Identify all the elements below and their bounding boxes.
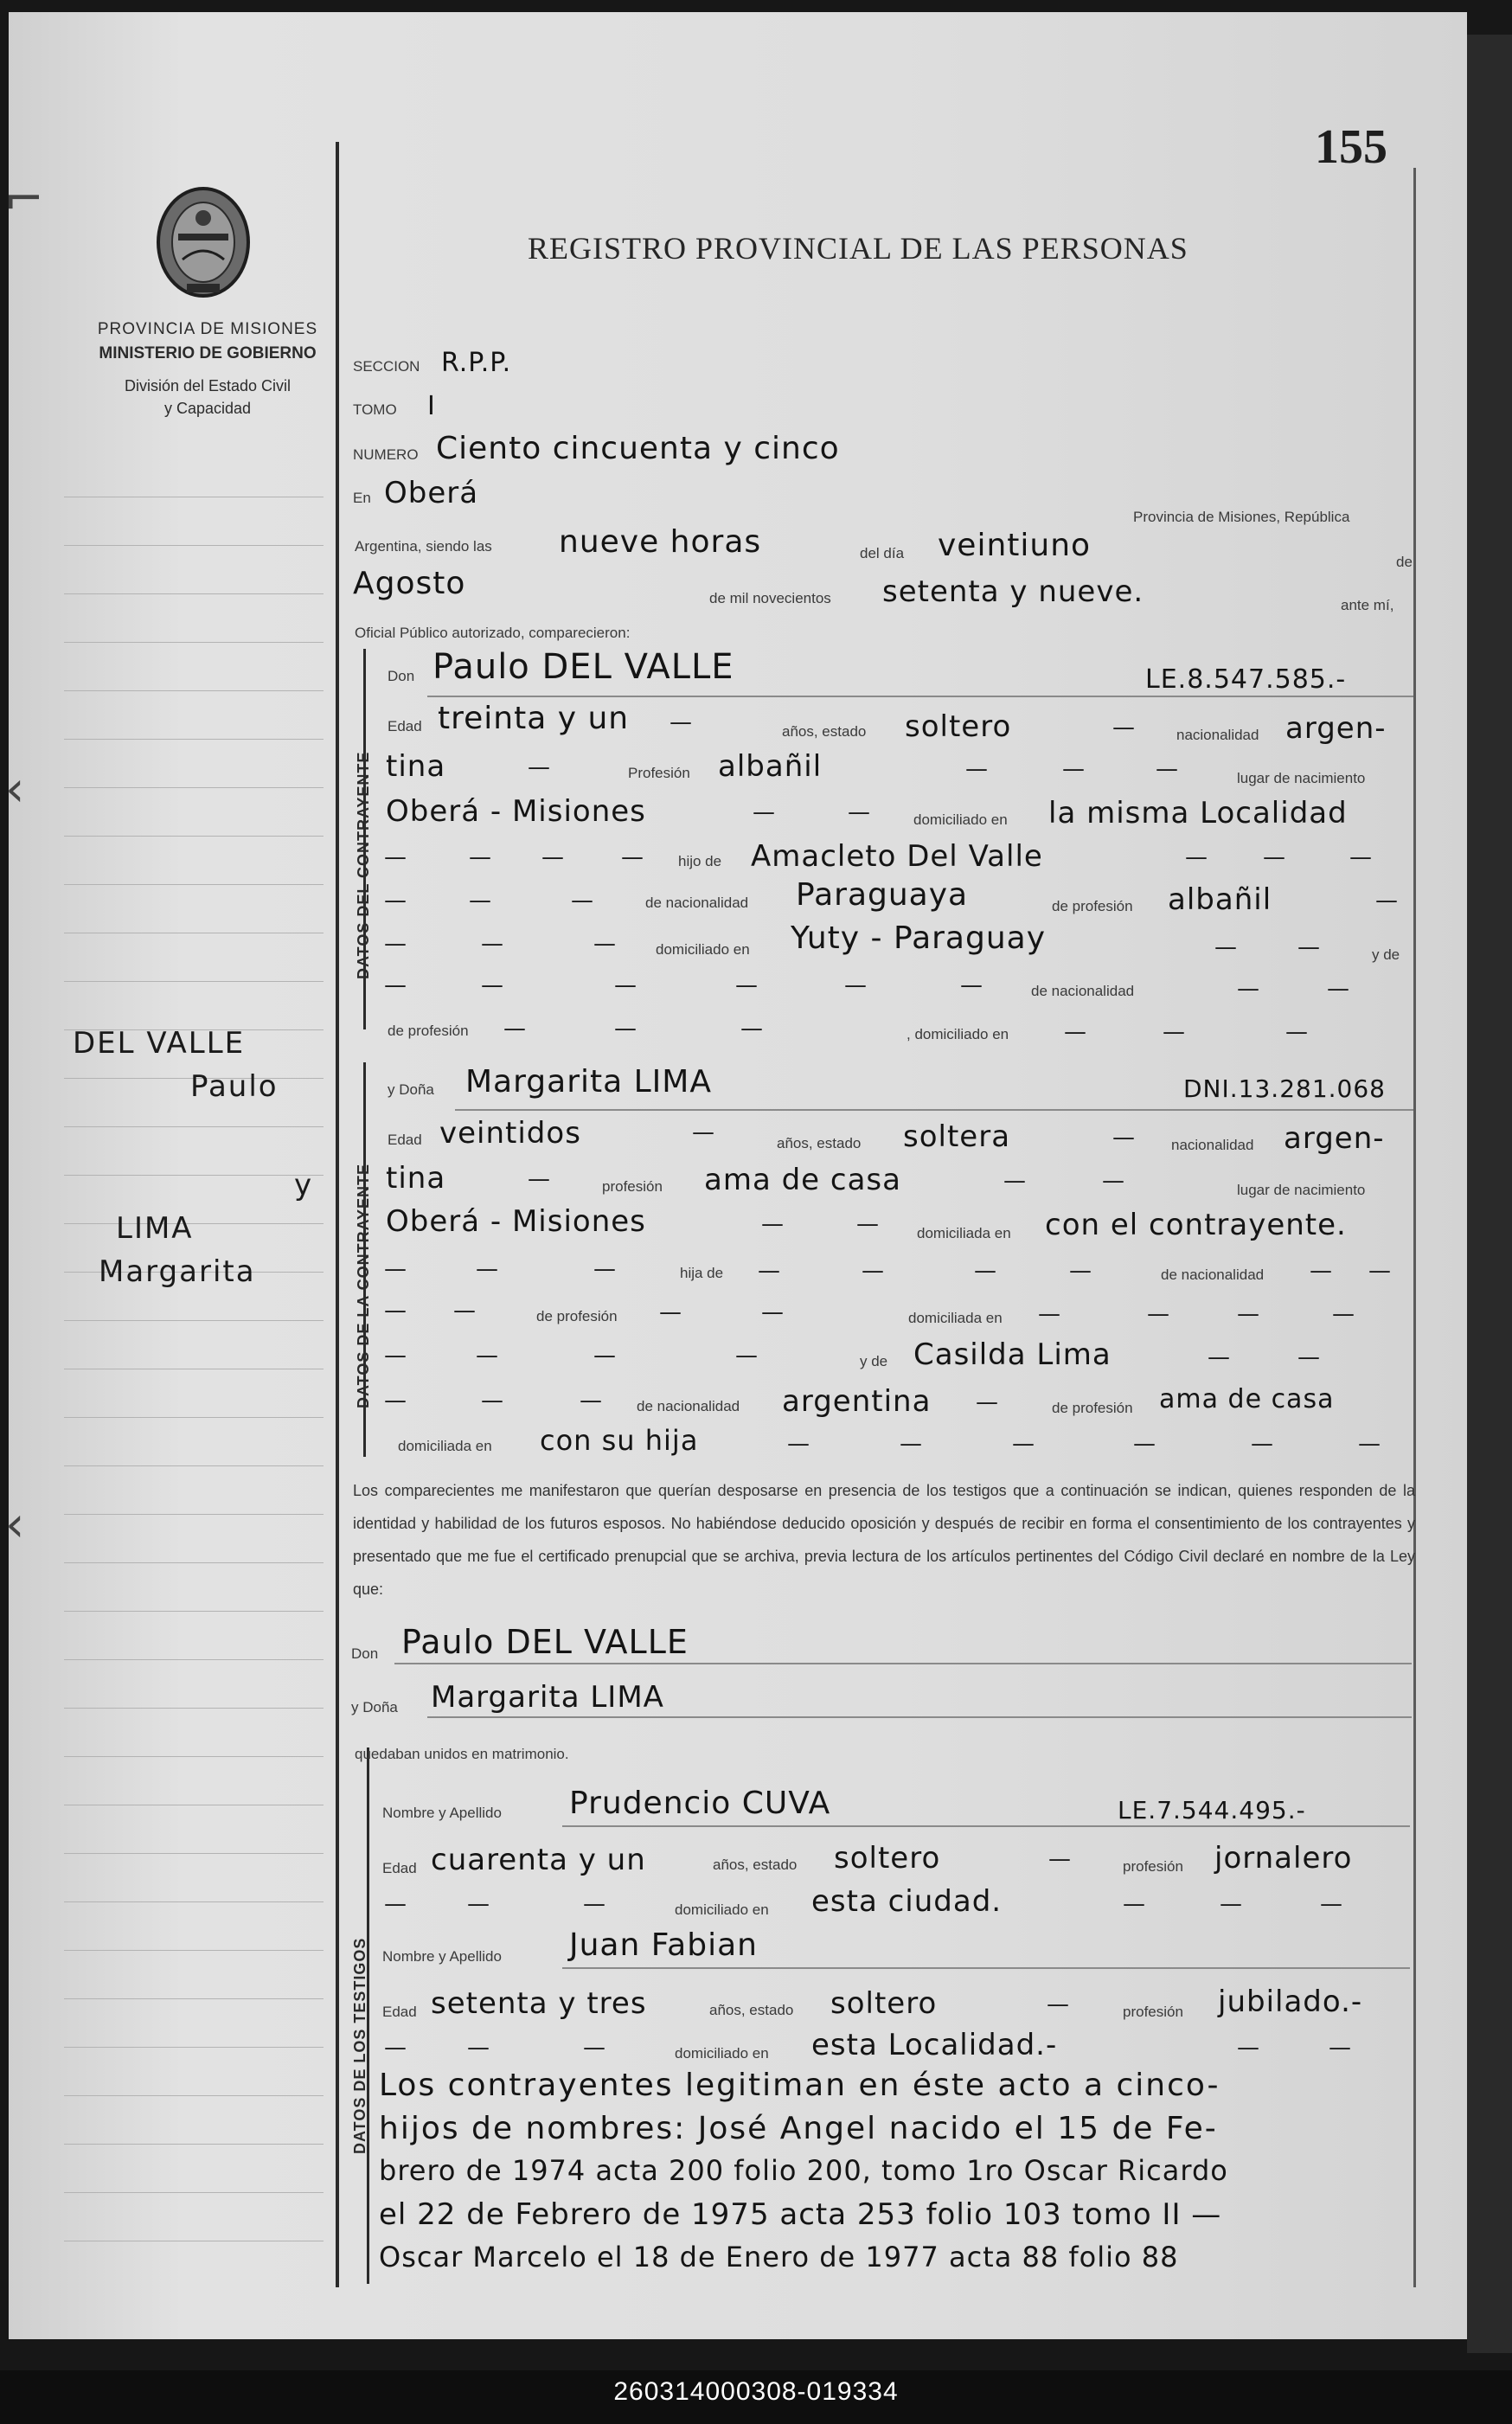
- groom-nacionalidad-label: nacionalidad: [1176, 727, 1259, 743]
- t1-edad-label: Edad: [382, 1860, 417, 1876]
- decl-dona-label: y Doña: [351, 1699, 398, 1715]
- groom-lugar-label: lugar de nacimiento: [1237, 770, 1366, 786]
- bride-anos-estado-label: años, estado: [777, 1135, 862, 1151]
- margin-bride-surname: LIMA: [116, 1211, 194, 1246]
- groom-mother-nac-label: de nacionalidad: [1031, 983, 1135, 999]
- bride-nacionalidad-a: argen-: [1284, 1121, 1385, 1156]
- dia-value: veintiuno: [938, 528, 1092, 563]
- division-line-1: División del Estado Civil: [124, 377, 292, 394]
- groom-father-nacionalidad: Paraguaya: [796, 877, 969, 913]
- margin-groom-surname: DEL VALLE: [73, 1026, 246, 1061]
- groom-estado: soltero: [905, 709, 1012, 744]
- t1-anos-label: años, estado: [713, 1856, 798, 1873]
- en-value: Oberá: [384, 476, 479, 510]
- bride-mother-profesion: ama de casa: [1159, 1384, 1335, 1414]
- bride-domiciliada-label: domiciliada en: [917, 1225, 1011, 1241]
- t1-profesion: jornalero: [1214, 1841, 1353, 1876]
- groom-father: Amacleto Del Valle: [751, 839, 1043, 874]
- notes-line-4: el 22 de Febrero de 1975 acta 253 folio 103 tomo II —: [379, 2197, 1222, 2232]
- seccion-value: R.P.P.: [441, 348, 512, 378]
- decl-don-line: [394, 1663, 1412, 1664]
- division-line-2: y Capacidad: [163, 400, 252, 417]
- bride-nacionalidad-label: nacionalidad: [1171, 1137, 1254, 1153]
- groom-edad-label: Edad: [388, 718, 422, 734]
- decl-dona-value: Margarita LIMA: [431, 1680, 664, 1715]
- bride-mother: Casilda Lima: [913, 1337, 1112, 1372]
- groom-father-nac-label: de nacionalidad: [645, 895, 749, 911]
- groom-nacionalidad-a: argen-: [1285, 711, 1387, 746]
- bride-mother-nac-label: de nacionalidad: [637, 1398, 740, 1414]
- bride-father-dom-label: domiciliada en: [908, 1310, 1003, 1326]
- bride-father-nac-label: de nacionalidad: [1161, 1267, 1265, 1283]
- decl-don-value: Paulo DEL VALLE: [401, 1623, 689, 1661]
- t1-documento: LE.7.544.495.-: [1118, 1796, 1306, 1824]
- groom-nacionalidad-b: tina: [386, 749, 446, 784]
- bride-domicilio: con el contrayente.: [1045, 1208, 1347, 1242]
- bride-profesion: ama de casa: [704, 1163, 901, 1197]
- adjacent-page-edge: [1467, 35, 1512, 2353]
- binding-mark-icon: ⌐: [3, 171, 44, 228]
- tomo-label: TOMO: [353, 401, 397, 418]
- de-mil-label: de mil novecientos: [709, 590, 831, 606]
- numero-value: Ciento cincuenta y cinco: [436, 431, 840, 466]
- t1-domiciliado-label: domiciliado en: [675, 1901, 769, 1918]
- groom-hijo-label: hijo de: [678, 853, 722, 869]
- contrayente-section-label: DATOS DEL CONTRAYENTE: [355, 751, 372, 979]
- t1-domicilio: esta ciudad.: [811, 1884, 1003, 1919]
- groom-father-domicilio: Yuty - Paraguay: [791, 920, 1047, 956]
- groom-father-dom-label: domiciliado en: [656, 941, 750, 958]
- anio-value: setenta y nueve.: [882, 574, 1144, 609]
- bride-nacionalidad-b: tina: [386, 1161, 446, 1196]
- notes-line-2: hijos de nombres: José Angel nacido el 15 de Fe-: [379, 2111, 1218, 2146]
- ante-mi-label: ante mí,: [1341, 597, 1394, 613]
- groom-profesion-label: Profesión: [628, 765, 690, 781]
- margin-bride-name: Margarita: [99, 1254, 256, 1289]
- page-number: 155: [1315, 120, 1387, 174]
- notes-line-5: Oscar Marcelo el 18 de Enero de 1977 acta 88 folio 88: [379, 2241, 1179, 2273]
- mes-value: Agosto: [353, 566, 466, 601]
- t1-nombre-label: Nombre y Apellido: [382, 1805, 502, 1821]
- bride-mother-prof-label: de profesión: [1052, 1400, 1133, 1416]
- oficial-text: Oficial Público autorizado, comparecieron:: [355, 625, 631, 641]
- groom-anos-estado-label: años, estado: [782, 723, 867, 740]
- margin-and: y: [294, 1168, 314, 1202]
- t1-profesion-label: profesión: [1123, 1858, 1183, 1875]
- decl-don-label: Don: [351, 1645, 379, 1662]
- province-text: Provincia de Misiones, República: [1133, 509, 1350, 525]
- groom-profesion: albañil: [718, 749, 823, 784]
- t1-nombre: Prudencio CUVA: [569, 1786, 831, 1821]
- t2-edad-label: Edad: [382, 2004, 417, 2020]
- groom-mother-prof-label: de profesión: [388, 1023, 469, 1039]
- contrayenta-section-label: DATOS DE LA CONTRAYENTE: [355, 1163, 372, 1408]
- groom-father-profesion: albañil: [1168, 882, 1272, 917]
- coat-of-arms-icon: [152, 182, 254, 303]
- bride-mother-dom-label: domiciliada en: [398, 1438, 492, 1454]
- t1-nombre-line: [562, 1825, 1410, 1827]
- bride-mother-nacionalidad: argentina: [782, 1384, 932, 1419]
- t2-nombre: Juan Fabian: [569, 1927, 758, 1963]
- t2-profesion: jubilado.-: [1218, 1985, 1363, 2019]
- groom-domicilio: la misma Localidad: [1048, 796, 1348, 830]
- groom-y-de-label: y de: [1372, 946, 1400, 963]
- decl-dona-line: [427, 1716, 1412, 1718]
- bride-lugar: Oberá - Misiones: [386, 1204, 646, 1239]
- document-title: REGISTRO PROVINCIAL DE LAS PERSONAS: [528, 231, 1188, 266]
- notes-line-3: brero de 1974 acta 200 folio 200, tomo 1ro Oscar Ricardo: [379, 2154, 1228, 2187]
- testigos-section-label: DATOS DE LOS TESTIGOS: [351, 1937, 368, 2154]
- t1-edad: cuarenta y un: [431, 1843, 646, 1877]
- t1-estado: soltero: [834, 1841, 941, 1876]
- hora-value: nueve horas: [559, 524, 762, 560]
- don-label: Don: [388, 668, 415, 684]
- main-left-rule: [336, 142, 339, 2287]
- bride-edad: veintidos: [439, 1116, 581, 1151]
- bride-document: DNI.13.281.068: [1183, 1074, 1386, 1103]
- t2-edad: setenta y tres: [431, 1986, 647, 2021]
- t2-anos-label: años, estado: [709, 2002, 794, 2018]
- dona-label: y Doña: [388, 1081, 434, 1098]
- bride-y-de-label: y de: [860, 1353, 888, 1369]
- t2-profesion-label: profesión: [1123, 2004, 1183, 2020]
- groom-edad: treinta y un: [438, 701, 630, 736]
- decl-closing: quedaban unidos en matrimonio.: [355, 1746, 569, 1762]
- binding-mark-icon: ‹: [5, 1497, 25, 1553]
- tomo-value: I: [427, 391, 436, 421]
- bride-lugar-label: lugar de nacimiento: [1237, 1182, 1366, 1198]
- groom-document: LE.8.547.585.-: [1145, 664, 1347, 695]
- groom-name: Paulo DEL VALLE: [432, 647, 734, 687]
- bride-profesion-label: profesión: [602, 1178, 663, 1195]
- province-name: PROVINCIA DE MISIONES: [97, 320, 318, 338]
- ministry-name: MINISTERIO DE GOBIERNO: [99, 344, 317, 362]
- groom-father-prof-label: de profesión: [1052, 898, 1133, 914]
- notes-line-1: Los contrayentes legitiman en éste acto a cinco-: [379, 2068, 1220, 2103]
- t2-domiciliado-label: domiciliado en: [675, 2045, 769, 2062]
- groom-mother-dom-label: , domiciliado en: [907, 1026, 1009, 1042]
- t2-estado: soltero: [830, 1986, 938, 2021]
- t2-nombre-line: [562, 1967, 1410, 1969]
- bride-name: Margarita LIMA: [465, 1064, 712, 1100]
- groom-domiciliado-label: domiciliado en: [913, 811, 1008, 828]
- t2-nombre-label: Nombre y Apellido: [382, 1948, 502, 1965]
- declaration-text: Los comparecientes me manifestaron que querían desposarse en presencia de los testigos que a continuación se indican, quienes responden de la identidad y habilidad de los futuros esposos. No habiéndose deducido oposición y después de recibir en forma el consentimiento de los contrayentes y presentado que me fue el certificado prenupcial que se archiva, previa lectura de los artículos pertinentes del Código Civil declaré en nombre de la Ley que:: [353, 1482, 1415, 1598]
- binding-mark-icon: ‹: [5, 761, 25, 818]
- bride-estado: soltera: [903, 1119, 1011, 1154]
- seccion-label: SECCION: [353, 358, 420, 375]
- bride-mother-domicilio: con su hija: [540, 1424, 699, 1457]
- en-label: En: [353, 490, 371, 506]
- groom-name-line: [427, 696, 1413, 697]
- t2-domicilio: esta Localidad.-: [811, 2028, 1058, 2062]
- argentina-text: Argentina, siendo las: [355, 538, 492, 555]
- bride-name-line: [455, 1109, 1413, 1111]
- del-dia-label: del día: [860, 545, 905, 561]
- bride-hija-label: hija de: [680, 1265, 724, 1281]
- footer-id: 260314000308-019334: [613, 2377, 899, 2406]
- main-right-rule: [1413, 168, 1416, 2287]
- bride-father-prof-label: de profesión: [536, 1308, 618, 1324]
- de-label: de: [1396, 554, 1413, 570]
- groom-lugar: Oberá - Misiones: [386, 794, 646, 829]
- numero-label: NUMERO: [353, 446, 419, 463]
- record-page: ⌐ ‹ ‹ PROVINCIA DE MISIONES MINISTERIO DE GOBIERNO División del Estado Civil y Capacidad DEL VALLE Paulo y LIMA Margarita 155 REGISTRO PROVINCIAL DE LAS PERSONAS SECCION R.P.P. TOMO I NUMERO Ciento cincuenta y cinco En Oberá Provincia de Misiones, República Argentina, siendo las nueve horas del día veintiuno de Agosto de mil novecientos setenta y nueve. ante mí, Oficial Público autorizado, comparecieron: DATOS DEL CONTRAYENTE Don Paulo DEL VALLE LE.8.547.585.- Edad treinta y un — años, estado soltero — nacionalidad argen- tina — Profesión albañil — — — lugar de nacimiento Oberá - Misiones — — domiciliado en la misma Localidad — — — — hijo de Amacleto Del Valle — — — — — — de nacionalidad Paraguaya de profesión albañil — — — — domiciliado en Yuty - Paraguay — — y de — — — — — — de nacionalidad — — de profesión — — — , domiciliado en — — — DATOS DE LA CONTRAYENTE y Doña Margarita LIMA DNI.13.281.068 Edad veintidos — años, estado soltera — nacionalidad argen- tina — profesión ama de casa — — lugar de nacimiento Oberá - Misiones — — domiciliada en con el contrayente. — — — hija de — — — — de nacionalidad — — — — de profesión — — domiciliada en — — — — — — — — y de Casilda Lima — — — — — de nacionalidad argentina — de profesión ama de casa domiciliada en con su hija — — — — — — Los comparecientes me manifestaron que querían desposarse en presencia de los testigos que a continuación se indican, quienes responden de la identidad y habilidad de los futuros esposos. No habiéndose deducido oposición y después de recibir en forma el consentimiento de los contrayentes y presentado que me fue el certificado prenupcial que se archiva, previa lectura de los artículos pertinentes del Código Civil declaré en nombre de la Ley que: Don Paulo DEL VALLE y Doña Margarita LIMA quedaban unidos en matrimonio. DATOS DE LOS TESTIGOS Nombre y Apellido Prudencio CUVA LE.7.544.495.- Edad cuarenta y un años, estado soltero — profesión jornalero — — — domiciliado en esta ciudad. — — — Nombre y Apellido Juan Fabian Edad setenta y tres años, estado soltero — profesión jubilado.- — — — domiciliado en esta Localidad.- — — Los contrayentes legitiman en éste acto a cinco- hijos de nombres: José Angel nacido el 15 de Fe- brero de 1974 acta 200 folio 200, tomo 1ro Oscar Ricardo el 22 de Febrero de 1975 acta 253 folio 103 tomo II — Oscar Marcelo el 18 de Enero de 1977 acta 88 folio 88: [9, 12, 1467, 2339]
- margin-groom-name: Paulo: [190, 1069, 279, 1104]
- bride-edad-label: Edad: [388, 1132, 422, 1148]
